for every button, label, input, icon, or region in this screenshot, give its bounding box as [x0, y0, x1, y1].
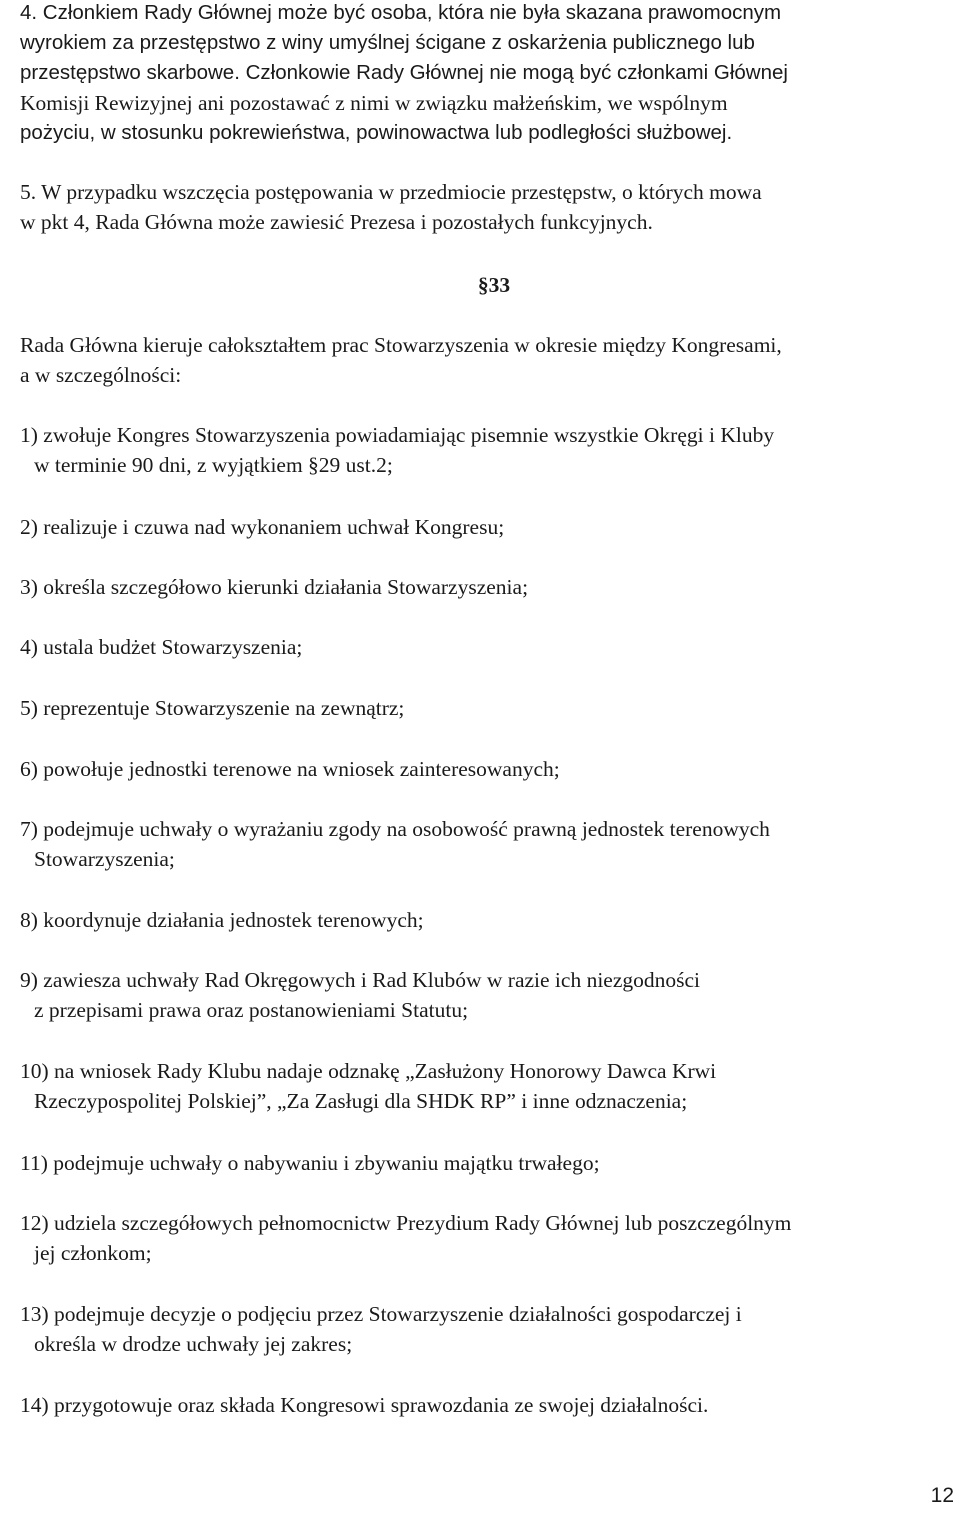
- paragraph-5: [20, 177, 952, 237]
- paragraph-line: pożyciu, w stosunku pokrewieństwa, powinowactwa lub podległości służbowej.: [20, 121, 733, 144]
- list-item-3: [20, 572, 952, 602]
- list-item-line: 14) przygotowuje oraz składa Kongresowi sprawozdania ze swojej działalności.: [20, 1393, 709, 1417]
- list-item-line: z przepisami prawa oraz postanowieniami Statutu;: [34, 998, 469, 1022]
- paragraph-line: a w szczególności:: [20, 363, 182, 387]
- list-item-line: 7) podejmuje uchwały o wyrażaniu zgody na osobowość prawną jednostek terenowych: [20, 817, 770, 841]
- list-item-line: Stowarzyszenia;: [34, 847, 175, 871]
- paragraph-line: 4. Członkiem Rady Głównej może być osoba, która nie była skazana prawomocnym: [20, 1, 782, 24]
- list-item-4: [20, 632, 952, 662]
- list-item-10: [20, 1056, 952, 1116]
- list-item-6: [20, 754, 952, 784]
- list-item-8: [20, 905, 952, 935]
- list-item-line: określa w drodze uchwały jej zakres;: [34, 1332, 353, 1356]
- list-item-line: 6) powołuje jednostki terenowe na wniosek zainteresowanych;: [20, 757, 560, 781]
- list-item-line: 5) reprezentuje Stowarzyszenie na zewnątrz;: [20, 696, 405, 720]
- list-item-5: [20, 693, 952, 723]
- list-item-9: [20, 965, 952, 1025]
- paragraph-line: wyrokiem za przestępstwo z winy umyślnej ścigane z oskarżenia publicznego lub: [20, 31, 755, 54]
- list-item-line: 1) zwołuje Kongres Stowarzyszenia powiadamiając pisemnie wszystkie Okręgi i Kluby: [20, 423, 775, 447]
- paragraph-line: Rada Główna kieruje całokształtem prac Stowarzyszenia w okresie między Kongresami,: [20, 333, 782, 357]
- list-item-14: [20, 1390, 952, 1420]
- list-item-line: 2) realizuje i czuwa nad wykonaniem uchwał Kongresu;: [20, 515, 505, 539]
- paragraph-line: w pkt 4, Rada Główna może zawiesić Prezesa i pozostałych funkcyjnych.: [20, 210, 653, 234]
- list-item-line: 3) określa szczegółowo kierunki działania Stowarzyszenia;: [20, 575, 529, 599]
- list-item-line: jej członkom;: [34, 1241, 152, 1265]
- list-item-12: [20, 1208, 952, 1268]
- list-item-2: [20, 512, 952, 542]
- list-item-13: [20, 1299, 952, 1359]
- list-item-line: w terminie 90 dni, z wyjątkiem §29 ust.2;: [34, 453, 393, 477]
- list-item-line: 9) zawiesza uchwały Rad Okręgowych i Rad Klubów w razie ich niezgodności: [20, 968, 701, 992]
- section-heading: §33: [477, 273, 511, 297]
- list-item-1: [20, 420, 952, 480]
- list-item-line: 11) podejmuje uchwały o nabywaniu i zbywaniu majątku trwałego;: [20, 1151, 600, 1175]
- list-item-11: [20, 1148, 952, 1178]
- list-item-line: 13) podejmuje decyzje o podjęciu przez Stowarzyszenie działalności gospodarczej i: [20, 1302, 742, 1326]
- list-item-line: 4) ustala budżet Stowarzyszenia;: [20, 635, 303, 659]
- paragraph-line: Komisji Rewizyjnej ani pozostawać z nimi w związku małżeńskim, we wspólnym: [20, 91, 728, 115]
- paragraph-line: 5. W przypadku wszczęcia postępowania w przedmiocie przestępstw, o których mowa: [20, 180, 762, 204]
- list-item-line: 12) udziela szczegółowych pełnomocnictw Prezydium Rady Głównej lub poszczególnym: [20, 1211, 792, 1235]
- list-item-line: Rzeczypospolitej Polskiej”, „Za Zasługi dla SHDK RP” i inne odznaczenia;: [34, 1089, 688, 1113]
- paragraph-line: przestępstwo skarbowe. Członkowie Rady Głównej nie mogą być członkami Głównej: [20, 61, 788, 84]
- list-item-7: [20, 814, 952, 874]
- page-number: 12: [930, 1484, 954, 1507]
- intro-paragraph: [20, 330, 952, 390]
- list-item-line: 10) na wniosek Rady Klubu nadaje odznakę „Zasłużony Honorowy Dawca Krwi: [20, 1059, 717, 1083]
- list-item-line: 8) koordynuje działania jednostek terenowych;: [20, 908, 424, 932]
- paragraph-4: [20, 0, 952, 148]
